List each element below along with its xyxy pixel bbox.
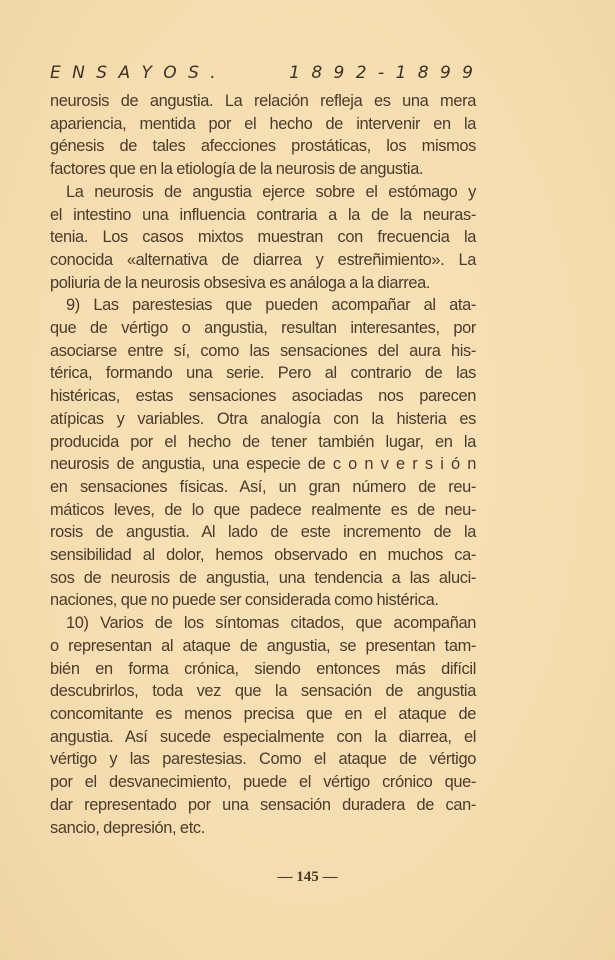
text-line: rosis de angustia. Al lado de este incremento de la [50, 523, 476, 542]
text-line: el intestino una influencia contraria a la de la neuras- [50, 205, 476, 224]
text-line: que de vértigo o angustia, resultan interesantes, por [50, 319, 476, 338]
text-line: atípicas y variables. Otra analogía con la histeria es [50, 409, 476, 428]
text-line: térica, formando una serie. Pero al contrario de las [50, 364, 476, 383]
text-line: sos de neurosis de angustia, una tendencia a las aluci- [50, 568, 476, 587]
text-line: dar representado por una sensación duradera de can- [50, 795, 476, 814]
text-line: producida por el hecho de tener también lugar, en la [50, 432, 476, 451]
text-line: angustia. Así sucede especialmente con la diarrea, el [50, 727, 476, 746]
text-line: en sensaciones físicas. Así, un gran número de reu- [50, 477, 476, 496]
text-line: descubrirlos, toda vez que la sensación de angustia [50, 682, 476, 701]
text-line: poliuria de la neurosis obsesiva es análoga a la diarrea. [50, 273, 431, 292]
text-line: máticos leves, de lo que padece realmente es de neu- [50, 500, 476, 519]
text-line: neurosis de angustia. La relación refleja es una mera [50, 92, 476, 110]
text-line: factores que en la etiología de la neurosis de angustia. [50, 160, 424, 179]
text-line: histéricas, estas sensaciones asociadas nos parecen [50, 387, 476, 406]
page-body-text [50, 0, 476, 839]
text-line: bién en forma crónica, siendo entonces más difícil [50, 659, 476, 678]
text-line: o representan al ataque de angustia, se presentan tam- [50, 636, 476, 655]
text-line: asociarse entre sí, como las sensaciones del aura his- [50, 341, 476, 360]
text-line: 10) Varios de los síntomas citados, que acompañan [66, 614, 476, 633]
page-number: — 145 — [277, 869, 338, 886]
running-header-title: E N S A Y O S . [50, 63, 219, 83]
text-line: La neurosis de angustia ejerce sobre el estómago y [66, 182, 476, 201]
text-line: sensibilidad al dolor, hemos observado en muchos ca- [50, 546, 476, 565]
text-line: por el desvanecimiento, puede el vértigo crónico que- [50, 773, 476, 792]
text-line: naciones, que no puede ser considerada como histérica. [50, 591, 439, 610]
text-line: apariencia, mentida por el hecho de intervenir en la [50, 114, 476, 133]
text-line: concomitante es menos precisa que en el ataque de [50, 704, 476, 723]
text-line: neurosis de angustia, una especie de c o n v e r s i ó n [50, 455, 476, 474]
running-header-years: 1 8 9 2 - 1 8 9 9 [289, 63, 476, 83]
text-line: sancio, depresión, etc. [50, 818, 205, 837]
text-line: 9) Las parestesias que pueden acompañar al ata- [66, 296, 476, 315]
text-line: génesis de tales afecciones prostáticas, los mismos [50, 137, 476, 156]
text-line: vértigo y las parestesias. Como el ataque de vértigo [50, 750, 476, 769]
text-line: conocida «alternativa de diarrea y estreñimiento». La [50, 250, 476, 269]
text-line: tenia. Los casos mixtos muestran con frecuencia la [50, 228, 476, 247]
